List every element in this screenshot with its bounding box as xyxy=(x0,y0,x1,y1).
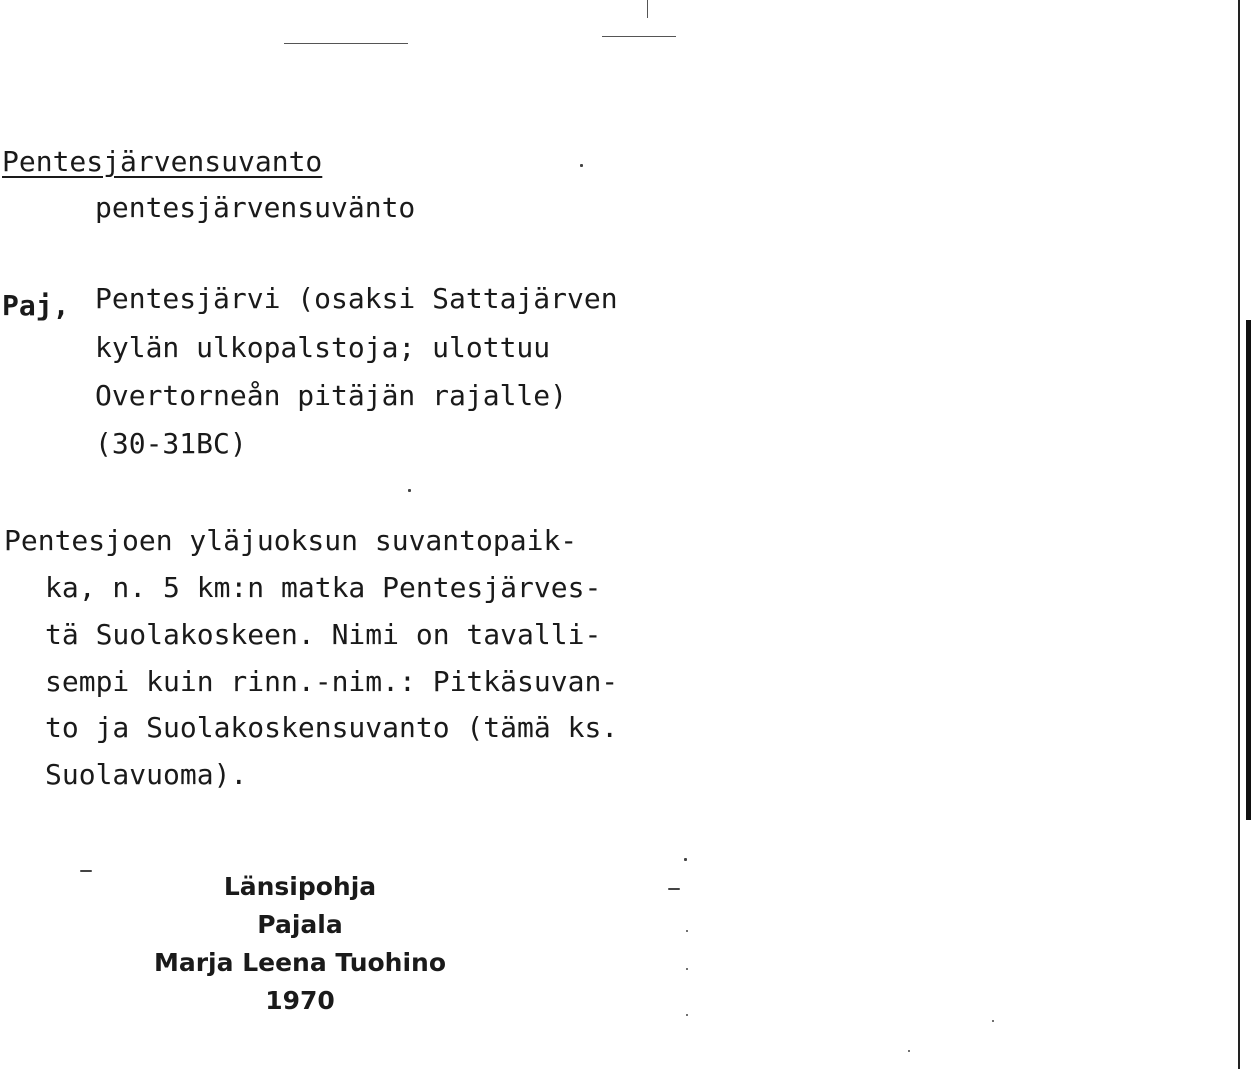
map-reference: (30-31BC) xyxy=(95,427,247,460)
stamp-parish: Pajala xyxy=(257,910,343,939)
top-rule-right xyxy=(602,36,676,37)
description-line: tä Suolakoskeen. Nimi on tavalli- xyxy=(45,618,602,651)
location-line: kylän ulkopalstoja; ulottuu xyxy=(95,331,551,364)
speck xyxy=(668,888,680,890)
headword: Pentesjärvensuvanto xyxy=(2,145,323,178)
speck xyxy=(686,968,688,970)
stamp-region: Länsipohja xyxy=(223,872,377,901)
description-line: Suolavuoma). xyxy=(45,758,248,791)
stamp-block xyxy=(90,868,510,1020)
parish-abbreviation: Paj, xyxy=(2,289,70,322)
speck xyxy=(580,164,583,167)
speck xyxy=(908,1050,910,1052)
speck xyxy=(992,1020,994,1022)
pronunciation: pentesjärvensuvänto xyxy=(95,191,416,224)
location-line: Pentesjärvi (osaksi Sattajärven xyxy=(95,282,618,315)
description-line: ka, n. 5 km:n matka Pentesjärves- xyxy=(45,571,602,604)
speck xyxy=(684,858,687,861)
top-tick xyxy=(647,0,648,18)
description-line: Pentesjoen yläjuoksun suvantopaik- xyxy=(4,524,578,557)
stamp-collector: Marja Leena Tuohino xyxy=(153,948,447,977)
top-rule-left xyxy=(284,43,408,44)
card-edge-shadow xyxy=(1246,320,1251,820)
location-line: Overtorneån pitäjän rajalle) xyxy=(95,379,568,412)
stamp-year: 1970 xyxy=(265,986,335,1015)
description-line: sempi kuin rinn.-nim.: Pitkäsuvan- xyxy=(45,665,619,698)
description-line: to ja Suolakoskensuvanto (tämä ks. xyxy=(45,711,619,744)
card-edge-line xyxy=(1238,0,1240,1069)
speck xyxy=(686,1014,688,1016)
speck xyxy=(408,489,411,492)
speck xyxy=(686,930,688,932)
